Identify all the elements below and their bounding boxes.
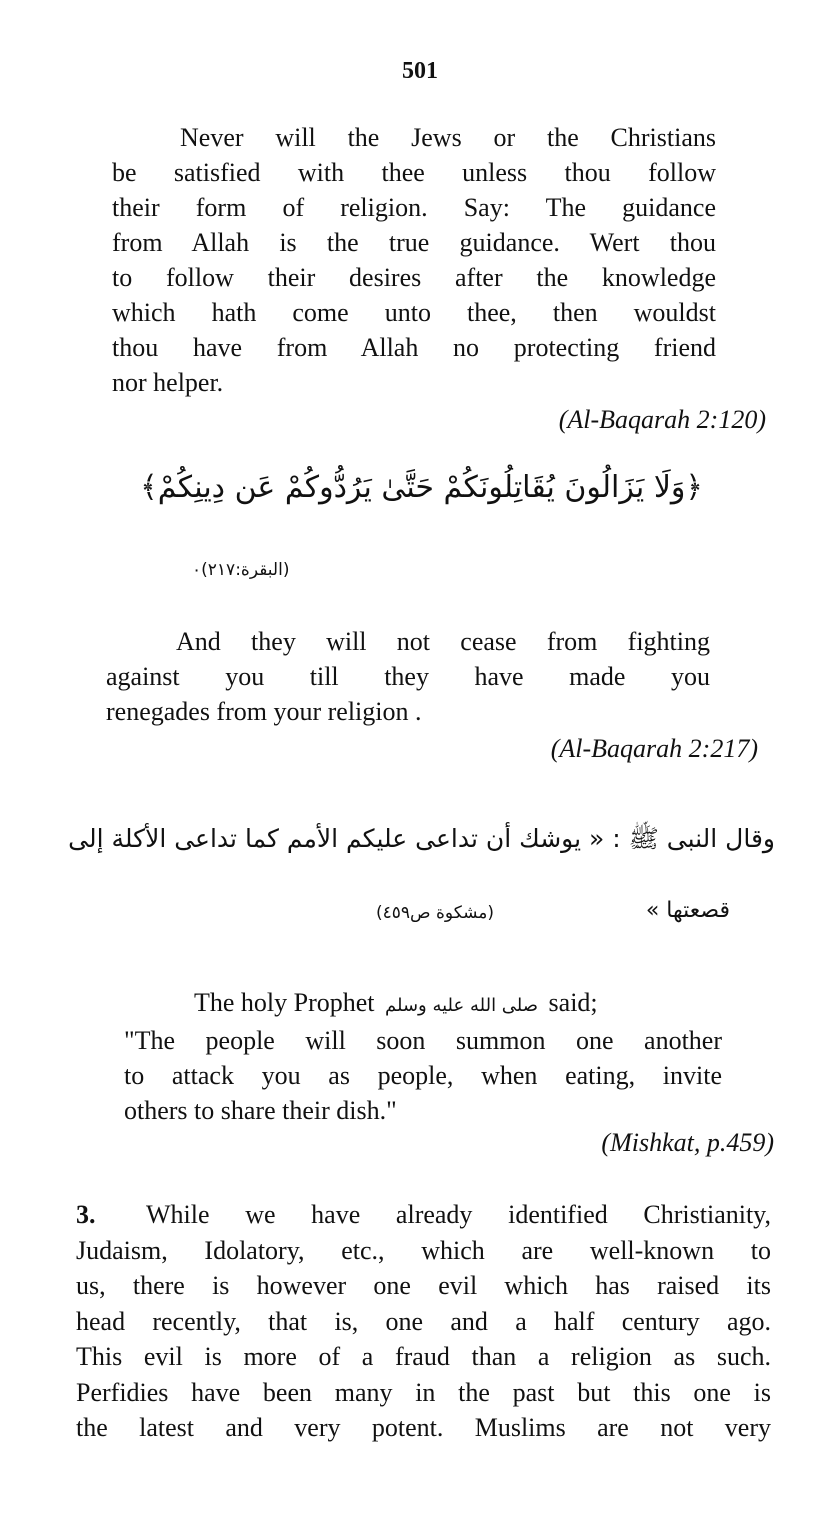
paragraph-line: This evil is more of a fraud than a religion as such. — [76, 1342, 771, 1371]
quote-line: nor helper. — [112, 368, 224, 397]
paragraph-first-line: While we have already identified Christianity, — [146, 1200, 771, 1229]
hadith-translation — [124, 985, 722, 1128]
paragraph-line — [76, 1197, 771, 1233]
quote-line: to attack you as people, when eating, invite — [124, 1061, 722, 1090]
salutation-arabic: صلى الله عليه وسلم — [385, 995, 539, 1016]
arabic-hadith-line-2: قصعتها » — [645, 898, 730, 923]
paragraph-line: us, there is however one evil which has raised its — [76, 1271, 771, 1300]
arabic-hadith-reference: (مشكوة ص٤٥٩) — [376, 903, 494, 923]
paragraph-line: the latest and very potent. Muslims are not very — [76, 1413, 771, 1442]
citation-al-baqarah-2-217: (Al-Baqarah 2:217) — [550, 734, 758, 763]
arabic-verse-reference: (البقرة:٢١٧)٠ — [192, 560, 290, 580]
quote-line: thou have from Allah no protecting friend — [112, 333, 716, 362]
numbered-paragraph-3 — [76, 1197, 771, 1446]
quote-text: The holy Prophet — [194, 988, 375, 1017]
quote-line: be satisfied with thee unless thou follow — [112, 158, 716, 187]
paragraph-number: 3. — [76, 1200, 96, 1229]
page-number: 501 — [402, 58, 438, 84]
quote-line: their form of religion. Say: The guidance — [112, 193, 716, 222]
quran-quote-translation-2 — [106, 624, 710, 729]
quote-line: Never will the Jews or the Christians — [180, 123, 716, 152]
quote-text: said; — [548, 988, 598, 1017]
citation-al-baqarah-2-120: (Al-Baqarah 2:120) — [558, 405, 766, 434]
paragraph-line: head recently, that is, one and a half century ago. — [76, 1306, 771, 1336]
quote-line: from Allah is the true guidance. Wert thou — [112, 228, 716, 257]
quote-line: "The people will soon summon one another — [124, 1026, 722, 1055]
citation-mishkat: (Mishkat, p.459) — [601, 1128, 774, 1157]
quote-line: And they will not cease from fighting — [176, 627, 710, 656]
quote-line: to follow their desires after the knowledge — [112, 263, 716, 292]
arabic-verse: ﴿وَلَا يَزَالُونَ يُقَاتِلُونَكُمْ حَتَّىٰ يَرُدُّوكُمْ عَن دِينِكُمْ﴾ — [140, 470, 703, 505]
quote-line — [124, 985, 722, 1023]
quote-line: which hath come unto thee, then wouldst — [112, 298, 716, 327]
paragraph-line: Judaism, Idolatory, etc., which are well-known to — [76, 1235, 771, 1265]
paragraph-line: Perfidies have been many in the past but this one is — [76, 1377, 771, 1407]
quote-line: renegades from your religion . — [106, 697, 422, 726]
quote-line: against you till they have made you — [106, 662, 710, 691]
arabic-hadith-line-1: وقال النبى ﷺ : « يوشك أن تداعى عليكم الأمم كما تداعى الأكلة إلى — [68, 824, 775, 853]
quran-quote-translation-1 — [112, 120, 716, 400]
quote-line: others to share their dish." — [124, 1096, 397, 1125]
